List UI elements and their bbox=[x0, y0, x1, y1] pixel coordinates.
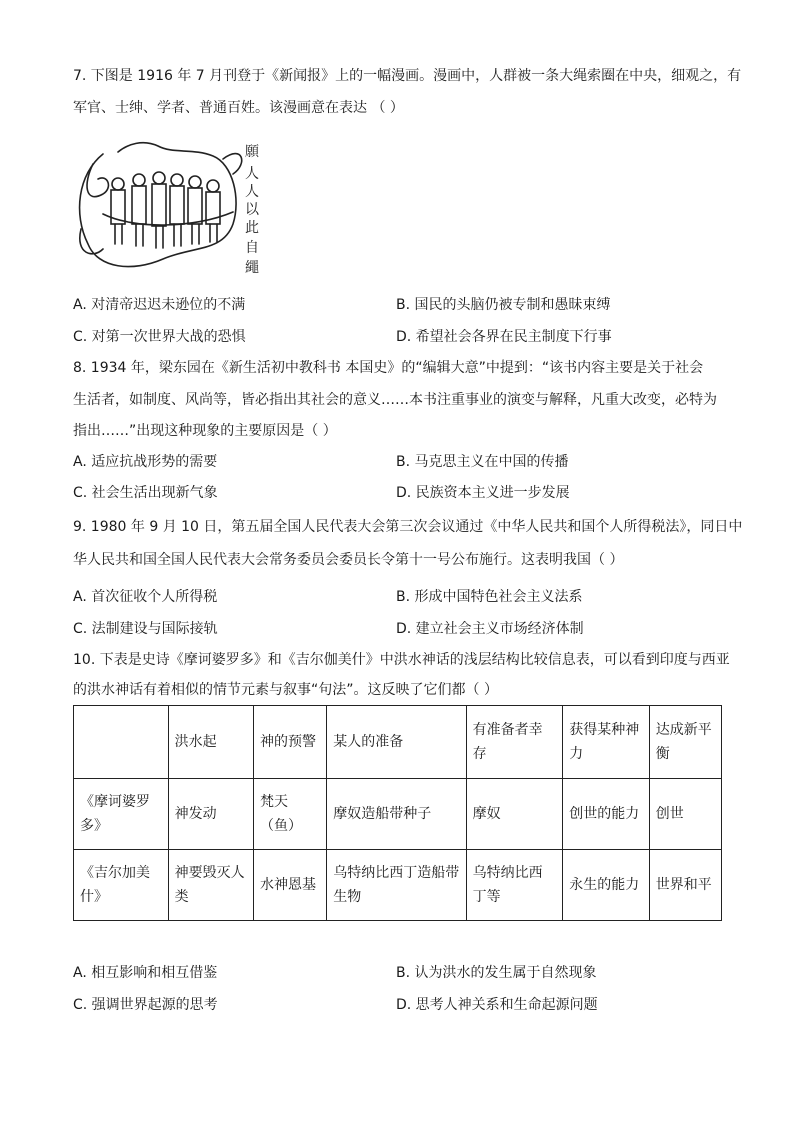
q9-stem-line2: 华人民共和国全国人民代表大会常务委员会委员长令第十一号公布施行。这表明我国（ ） bbox=[73, 552, 624, 568]
table-cell: 《吉尔加美什》 bbox=[74, 850, 169, 921]
cartoon-drawing bbox=[73, 134, 273, 284]
table-header-cell bbox=[74, 706, 169, 779]
table-cell: 乌特纳比西丁等 bbox=[466, 850, 563, 921]
cartoon-caption-char: 人 bbox=[245, 184, 259, 200]
q7-option-d[interactable]: D. 希望社会各界在民主制度下行事 bbox=[396, 329, 612, 345]
q9-option-a[interactable]: A. 首次征收个人所得税 bbox=[73, 589, 218, 605]
cartoon-image bbox=[73, 134, 273, 284]
q10-option-c[interactable]: C. 强调世界起源的思考 bbox=[73, 997, 218, 1013]
table-header-cell: 获得某种神力 bbox=[563, 706, 649, 779]
q9-option-b[interactable]: B. 形成中国特色社会主义法系 bbox=[396, 589, 583, 605]
table-cell: 《摩诃婆罗多》 bbox=[74, 779, 169, 850]
q10-stem-line2: 的洪水神话有着相似的情节元素与叙事“句法”。这反映了它们都（ ） bbox=[73, 682, 498, 698]
table-cell: 乌特纳比西丁造船带生物 bbox=[327, 850, 466, 921]
q9-stem-line1: 9. 1980 年 9 月 10 日，第五届全国人民代表大会第三次会议通过《中华人民共和国个人所得税法》，同日中 bbox=[73, 519, 743, 535]
q9-option-c[interactable]: C. 法制建设与国际接轨 bbox=[73, 621, 218, 637]
q7-option-a[interactable]: A. 对清帝迟迟未逊位的不满 bbox=[73, 297, 246, 313]
q9-option-d[interactable]: D. 建立社会主义市场经济体制 bbox=[396, 621, 584, 637]
table-cell: 摩奴 bbox=[466, 779, 563, 850]
table-row bbox=[74, 850, 722, 921]
q10-option-d[interactable]: D. 思考人神关系和生命起源问题 bbox=[396, 997, 598, 1013]
table-cell: 神发动 bbox=[168, 779, 253, 850]
table-cell: 神要毁灭人类 bbox=[168, 850, 253, 921]
table-row bbox=[74, 779, 722, 850]
q8-option-d[interactable]: D. 民族资本主义进一步发展 bbox=[396, 485, 570, 501]
table-header-row bbox=[74, 706, 722, 779]
table-cell: 水神恩基 bbox=[254, 850, 327, 921]
table-cell: 创世 bbox=[649, 779, 721, 850]
table-cell: 创世的能力 bbox=[563, 779, 649, 850]
q8-stem-line3: 指出……”出现这种现象的主要原因是（ ） bbox=[73, 423, 337, 439]
table-cell: 梵天（鱼） bbox=[254, 779, 327, 850]
table-cell: 摩奴造船带种子 bbox=[327, 779, 466, 850]
cartoon-caption-char: 自 bbox=[245, 240, 259, 256]
table-header-cell: 洪水起 bbox=[168, 706, 253, 779]
comparison-table bbox=[73, 705, 722, 921]
q7-option-b[interactable]: B. 国民的头脑仍被专制和愚昧束缚 bbox=[396, 297, 611, 313]
table-header-cell: 某人的准备 bbox=[327, 706, 466, 779]
q8-option-b[interactable]: B. 马克思主义在中国的传播 bbox=[396, 454, 569, 470]
q7-stem-line1: 7. 下图是 1916 年 7 月刊登于《新闻报》上的一幅漫画。漫画中，人群被一条大绳索圈在中央，细观之，有 bbox=[73, 68, 742, 84]
q10-option-a[interactable]: A. 相互影响和相互借鉴 bbox=[73, 965, 218, 981]
table-header-cell: 神的预警 bbox=[254, 706, 327, 779]
cartoon-caption-char: 繩 bbox=[245, 260, 259, 276]
q8-stem-line2: 生活者，如制度、风尚等，皆必指出其社会的意义……本书注重事业的演变与解释，凡重大改变，必特为 bbox=[73, 392, 717, 408]
cartoon-caption-char: 此 bbox=[245, 220, 259, 236]
q10-option-b[interactable]: B. 认为洪水的发生属于自然现象 bbox=[396, 965, 597, 981]
table-cell: 世界和平 bbox=[649, 850, 721, 921]
q8-option-c[interactable]: C. 社会生活出现新气象 bbox=[73, 485, 218, 501]
q8-stem-line1: 8. 1934 年，梁东园在《新生活初中教科书 本国史》的“编辑大意”中提到：“该书内容主要是关于社会 bbox=[73, 360, 704, 376]
cartoon-caption-char: 願 bbox=[245, 144, 259, 160]
q7-option-c[interactable]: C. 对第一次世界大战的恐惧 bbox=[73, 329, 246, 345]
q10-stem-line1: 10. 下表是史诗《摩诃婆罗多》和《吉尔伽美什》中洪水神话的浅层结构比较信息表，可以看到印度与西亚 bbox=[73, 652, 730, 668]
table-cell: 永生的能力 bbox=[563, 850, 649, 921]
table-header-cell: 达成新平衡 bbox=[649, 706, 721, 779]
cartoon-caption-char: 人 bbox=[245, 166, 259, 182]
q7-stem-line2: 军官、士绅、学者、普通百姓。该漫画意在表达 （ ） bbox=[73, 100, 404, 116]
table-header-cell: 有准备者幸存 bbox=[466, 706, 563, 779]
cartoon-caption-char: 以 bbox=[245, 202, 259, 218]
q8-option-a[interactable]: A. 适应抗战形势的需要 bbox=[73, 454, 218, 470]
